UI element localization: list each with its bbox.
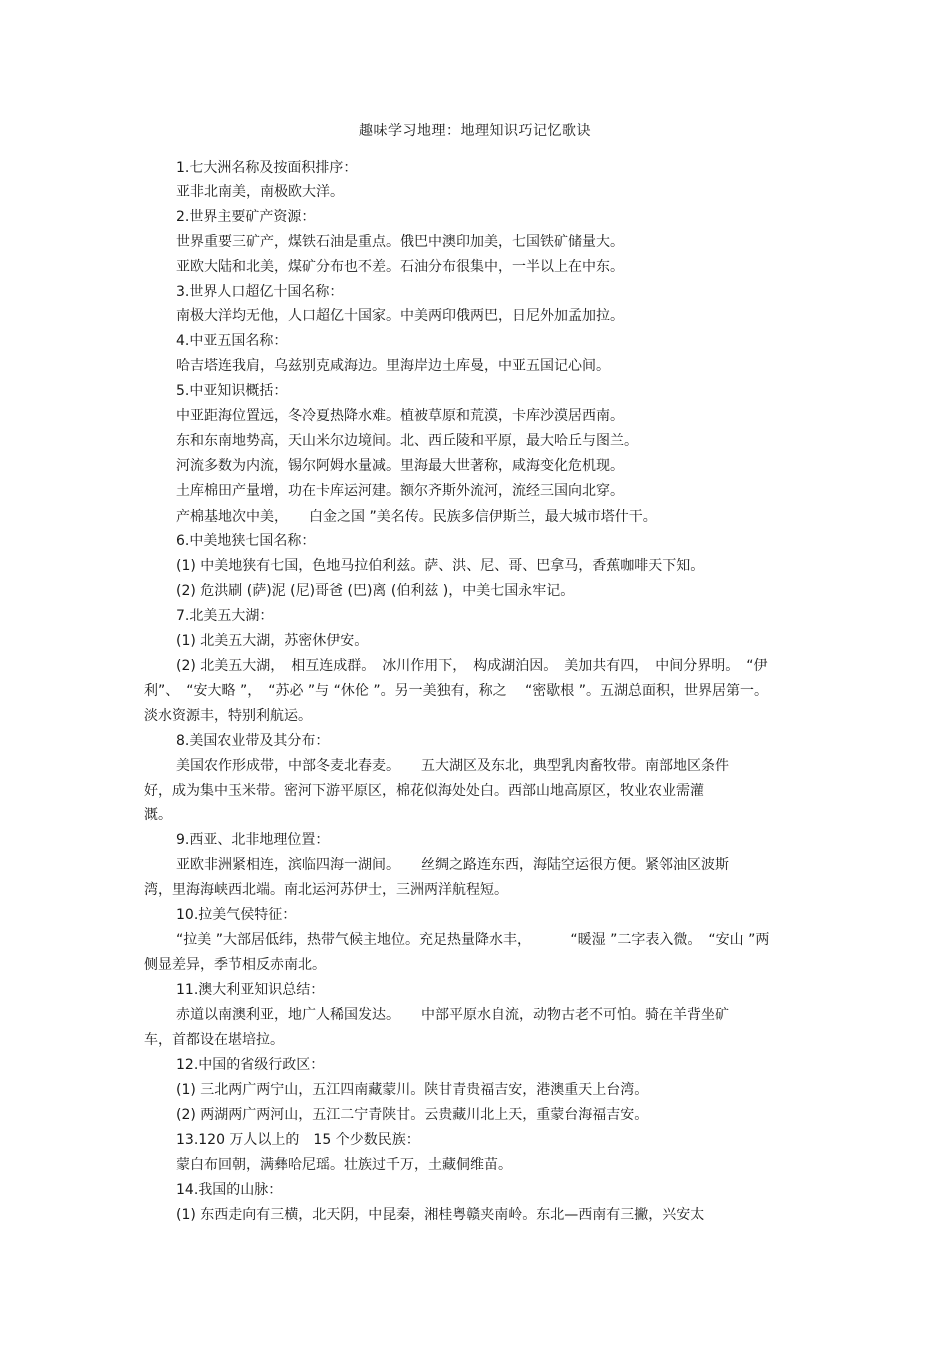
text-line: (1) 东西走向有三横，北天阴，中昆秦，湘桂粤赣夹南岭。东北—西南有三撇，兴安太 — [176, 1207, 705, 1223]
text-line: 美国农作形成带，中部冬麦北春麦。 五大湖区及东北，典型乳肉畜牧带。南部地区条件 — [176, 758, 729, 774]
text-line: 湾，里海海峡西北端。南北运河苏伊士，三洲两洋航程短。 — [144, 882, 508, 898]
section-heading-4: 4.中亚五国名称： — [176, 333, 288, 349]
text-line: 蒙白布回朝，满彝哈尼瑶。壮族过千万，土藏侗维苗。 — [176, 1157, 512, 1173]
section-heading-13: 13.120 万人以上的 15 个少数民族： — [176, 1132, 420, 1148]
text-line: 中亚距海位置远，冬冷夏热降水难。植被草原和荒漠，卡库沙漠居西南。 — [176, 408, 624, 424]
section-heading-12: 12.中国的省级行政区： — [176, 1057, 325, 1073]
section-heading-6: 6.中美地狭七国名称： — [176, 533, 316, 549]
text-line: 产棉基地次中美， 白金之国 ”美名传。民族多信伊斯兰，最大城市塔什干。 — [176, 509, 657, 525]
text-line: 土库棉田产量增，功在卡库运河建。额尔齐斯外流河，流经三国向北穿。 — [176, 483, 624, 499]
document-title: 趣味学习地理：地理知识巧记忆歌诀 — [359, 123, 591, 139]
section-heading-11: 11.澳大利亚知识总结： — [176, 982, 325, 998]
text-line: “拉美 ”大部居低纬，热带气候主地位。充足热量降水丰， “暖湿 ”二字表入微。 “安山 ”两 — [176, 932, 770, 948]
section-heading-5: 5.中亚知识概括： — [176, 383, 288, 399]
text-line: 亚欧大陆和北美，煤矿分布也不差。石油分布很集中，一半以上在中东。 — [176, 259, 624, 275]
text-line: (2) 危洪刷 (萨)泥 (尼)哥爸 (巴)离 (伯利兹 )，中美七国永牢记。 — [176, 583, 575, 599]
text-line: 好，成为集中玉米带。密河下游平原区，棉花似海处处白。西部山地高原区，牧业农业需灌 — [144, 783, 704, 799]
text-line: 利”、 “安大略 ”， “苏必 ”与 “休伦 ”。另一美独有，称之 “密歇根 ”。五湖总面积，世界居第一。 — [144, 683, 768, 699]
text-line: (1) 中美地狭有七国，色地马拉伯利兹。萨、洪、尼、哥、巴拿马，香蕉咖啡天下知。 — [176, 558, 705, 574]
text-line: 河流多数为内流，锡尔阿姆水量减。里海最大世著称，咸海变化危机现。 — [176, 458, 624, 474]
section-heading-10: 10.拉美气侯特征： — [176, 907, 297, 923]
text-line: 世界重要三矿产，煤铁石油是重点。俄巴中澳印加美，七国铁矿储量大。 — [176, 234, 624, 250]
text-line: 东和东南地势高，天山米尔边境间。北、西丘陵和平原，最大哈丘与图兰。 — [176, 433, 638, 449]
text-line: (1) 北美五大湖，苏密休伊安。 — [176, 633, 369, 649]
text-line: 哈吉塔连我肩，乌兹别克咸海边。里海岸边土库曼，中亚五国记心间。 — [176, 358, 610, 374]
section-heading-9: 9.西亚、北非地理位置： — [176, 832, 330, 848]
text-line: 车，首都设在堪培拉。 — [144, 1032, 284, 1048]
text-line: (1) 三北两广两宁山，五江四南藏蒙川。陕甘青贵福吉安，港澳重天上台湾。 — [176, 1082, 649, 1098]
text-line: 南极大洋均无他，人口超亿十国家。中美两印俄两巴，日尼外加孟加拉。 — [176, 308, 624, 324]
text-line: 溉。 — [144, 807, 172, 823]
section-heading-14: 14.我国的山脉： — [176, 1182, 283, 1198]
text-line: 赤道以南澳利亚，地广人稀国发达。 中部平原水自流，动物古老不可怕。骑在羊背坐矿 — [176, 1007, 729, 1023]
text-line: 淡水资源丰，特别利航运。 — [144, 708, 312, 724]
text-line: 亚欧非洲紧相连，滨临四海一湖间。 丝绸之路连东西，海陆空运很方便。紧邻油区波斯 — [176, 857, 729, 873]
text-line: 侧显差异，季节相反赤南北。 — [144, 957, 326, 973]
text-line: (2) 北美五大湖， 相互连成群。 冰川作用下， 构成湖泊因。 美加共有四， 中间分界明。 “伊 — [176, 658, 768, 674]
section-heading-1: 1.七大洲名称及按面积排序： — [176, 160, 358, 176]
section-heading-2: 2.世界主要矿产资源： — [176, 209, 316, 225]
text-line: 亚非北南美，南极欧大洋。 — [176, 184, 344, 200]
section-heading-8: 8.美国农业带及其分布： — [176, 733, 330, 749]
section-heading-7: 7.北美五大湖： — [176, 608, 274, 624]
text-line: (2) 两湖两广两河山，五江二宁青陕甘。云贵藏川北上天，重蒙台海福吉安。 — [176, 1107, 649, 1123]
section-heading-3: 3.世界人口超亿十国名称： — [176, 284, 344, 300]
